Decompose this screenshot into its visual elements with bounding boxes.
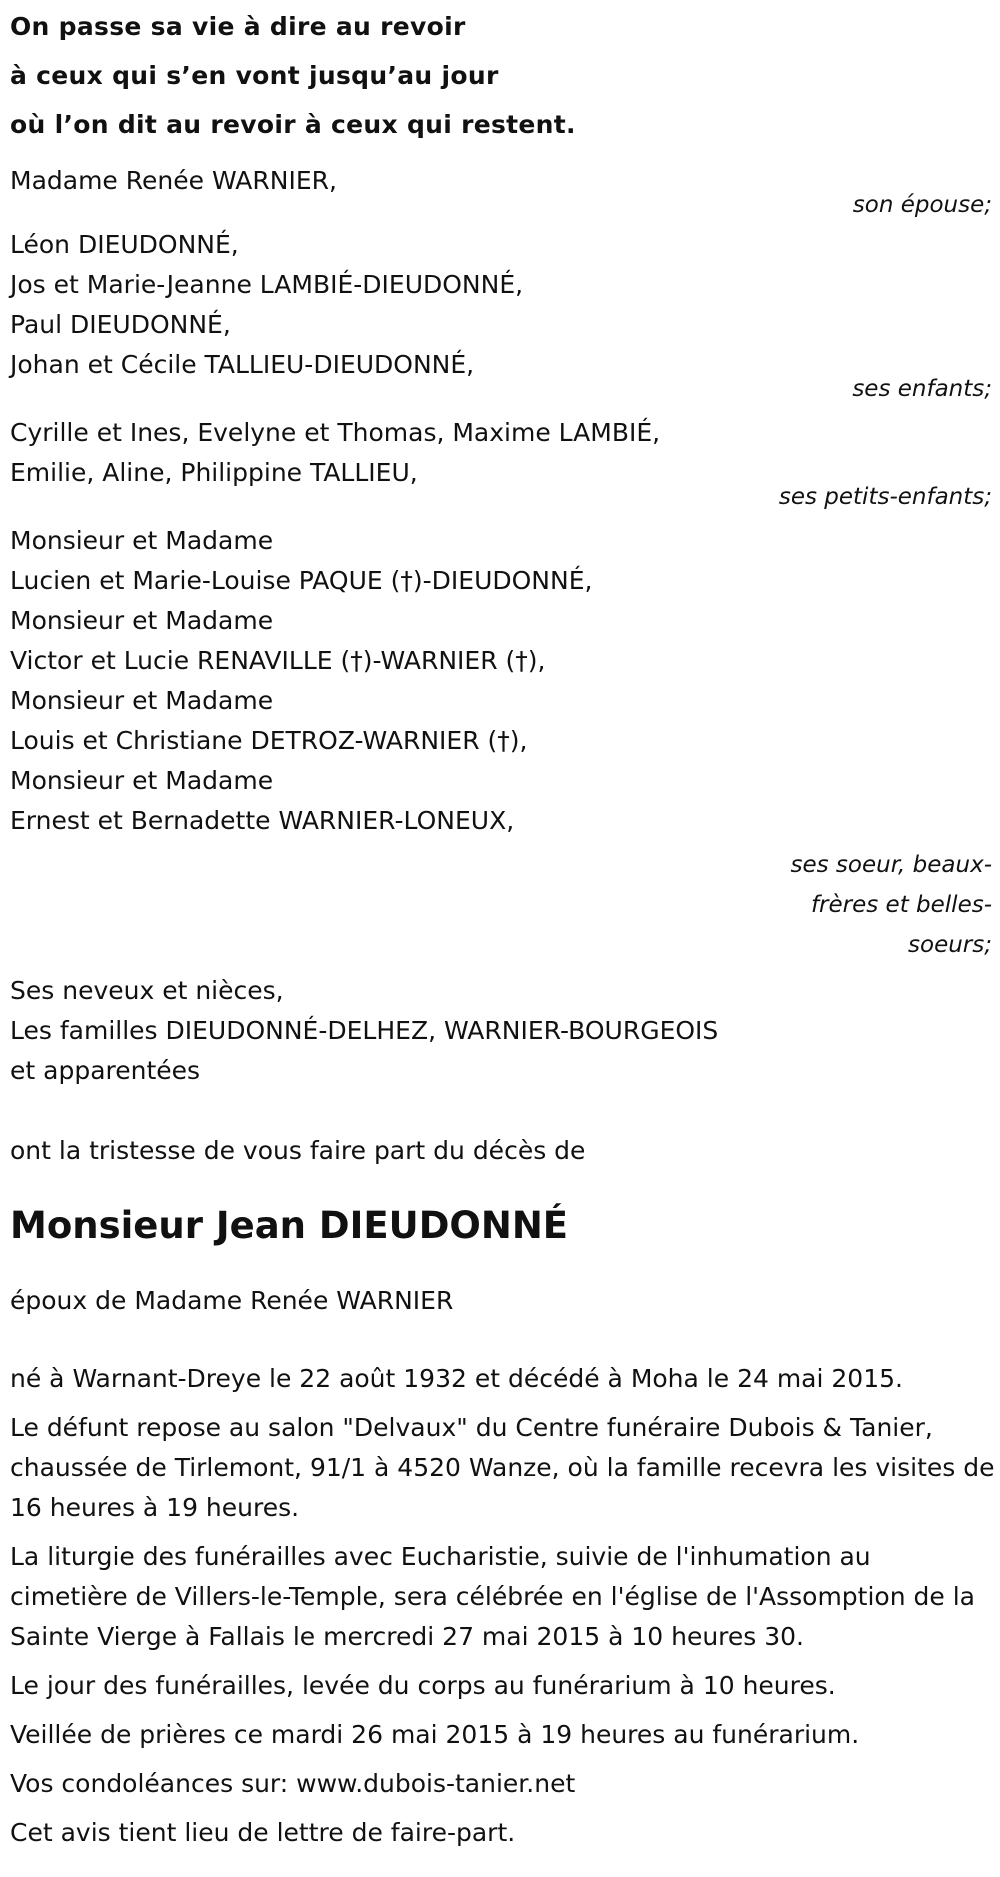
- deceased-name: Monsieur Jean DIEUDONNÉ: [10, 1204, 569, 1247]
- spouse-of: époux de Madame Renée WARNIER: [10, 1286, 454, 1315]
- grandchildren-block: [10, 413, 995, 517]
- sibling-line: Ernest et Bernadette WARNIER-LONEUX,: [10, 806, 515, 835]
- obituary-notice: [10, 0, 995, 1853]
- siblings-block: [10, 521, 995, 965]
- viewing-info: Le défunt repose au salon "Delvaux" du Centre funéraire Dubois & Tanier, chaussée de Tirlemont, 91/1 à 4520 Wanze, où la famille recevra les visites de 16 heures à 19 heures.: [10, 1413, 995, 1522]
- sibling-line: Louis et Christiane DETROZ-WARNIER (†),: [10, 726, 528, 755]
- grandchildren-role: ses petits-enfants;: [778, 484, 992, 510]
- others-block: [10, 971, 995, 1091]
- funeral-info: La liturgie des funérailles avec Eucharistie, suivie de l'inhumation au cimetière de Villers-le-Temple, sera célébrée en l'église de l'Assomption de la Sainte Vierge à Fallais le mercredi 27 mai 2015 à 10 heures 30.: [10, 1542, 975, 1651]
- child-line: Paul DIEUDONNÉ,: [10, 310, 231, 339]
- grandchild-line: Emilie, Aline, Philippine TALLIEU,: [10, 458, 418, 487]
- sibling-line: Monsieur et Madame: [10, 766, 274, 795]
- others-line: Ses neveux et nièces,: [10, 976, 284, 1005]
- notice-statement: Cet avis tient lieu de lettre de faire-part.: [10, 1818, 516, 1847]
- children-role: ses enfants;: [852, 376, 992, 402]
- child-line: Johan et Cécile TALLIEU-DIEUDONNÉ,: [10, 350, 475, 379]
- child-line: Léon DIEUDONNÉ,: [10, 230, 239, 259]
- opening-quote: [10, 0, 995, 149]
- sibling-line: Victor et Lucie RENAVILLE (†)-WARNIER (†),: [10, 646, 546, 675]
- quote-line: On passe sa vie à dire au revoir: [10, 12, 466, 41]
- spouse-name: Madame Renée WARNIER,: [10, 166, 337, 195]
- quote-line: où l’on dit au revoir à ceux qui restent.: [10, 110, 576, 139]
- vigil-info: Veillée de prières ce mardi 26 mai 2015 à 19 heures au funérarium.: [10, 1720, 860, 1749]
- announcement: ont la tristesse de vous faire part du décès de: [10, 1136, 586, 1165]
- children-block: [10, 225, 995, 409]
- grandchild-line: Cyrille et Ines, Evelyne et Thomas, Maxime LAMBIÉ,: [10, 418, 661, 447]
- sibling-line: Monsieur et Madame: [10, 606, 274, 635]
- spouse-block: [10, 161, 995, 225]
- birth-death-info: né à Warnant-Dreye le 22 août 1932 et décédé à Moha le 24 mai 2015.: [10, 1364, 903, 1393]
- condolences-info: Vos condoléances sur: www.dubois-tanier.net: [10, 1769, 576, 1798]
- spouse-role: son épouse;: [852, 192, 992, 218]
- others-line: Les familles DIEUDONNÉ-DELHEZ, WARNIER-BOURGEOIS: [10, 1016, 719, 1045]
- child-line: Jos et Marie-Jeanne LAMBIÉ-DIEUDONNÉ,: [10, 270, 524, 299]
- sibling-line: Lucien et Marie-Louise PAQUE (†)-DIEUDONNÉ,: [10, 566, 593, 595]
- sibling-line: Monsieur et Madame: [10, 526, 274, 555]
- siblings-role: ses soeur, beaux-frères et belles-soeurs;: [790, 852, 992, 958]
- others-line: et apparentées: [10, 1056, 201, 1085]
- departure-info: Le jour des funérailles, levée du corps au funérarium à 10 heures.: [10, 1671, 836, 1700]
- quote-line: à ceux qui s’en vont jusqu’au jour: [10, 61, 499, 90]
- details-block: [10, 1359, 995, 1853]
- sibling-line: Monsieur et Madame: [10, 686, 274, 715]
